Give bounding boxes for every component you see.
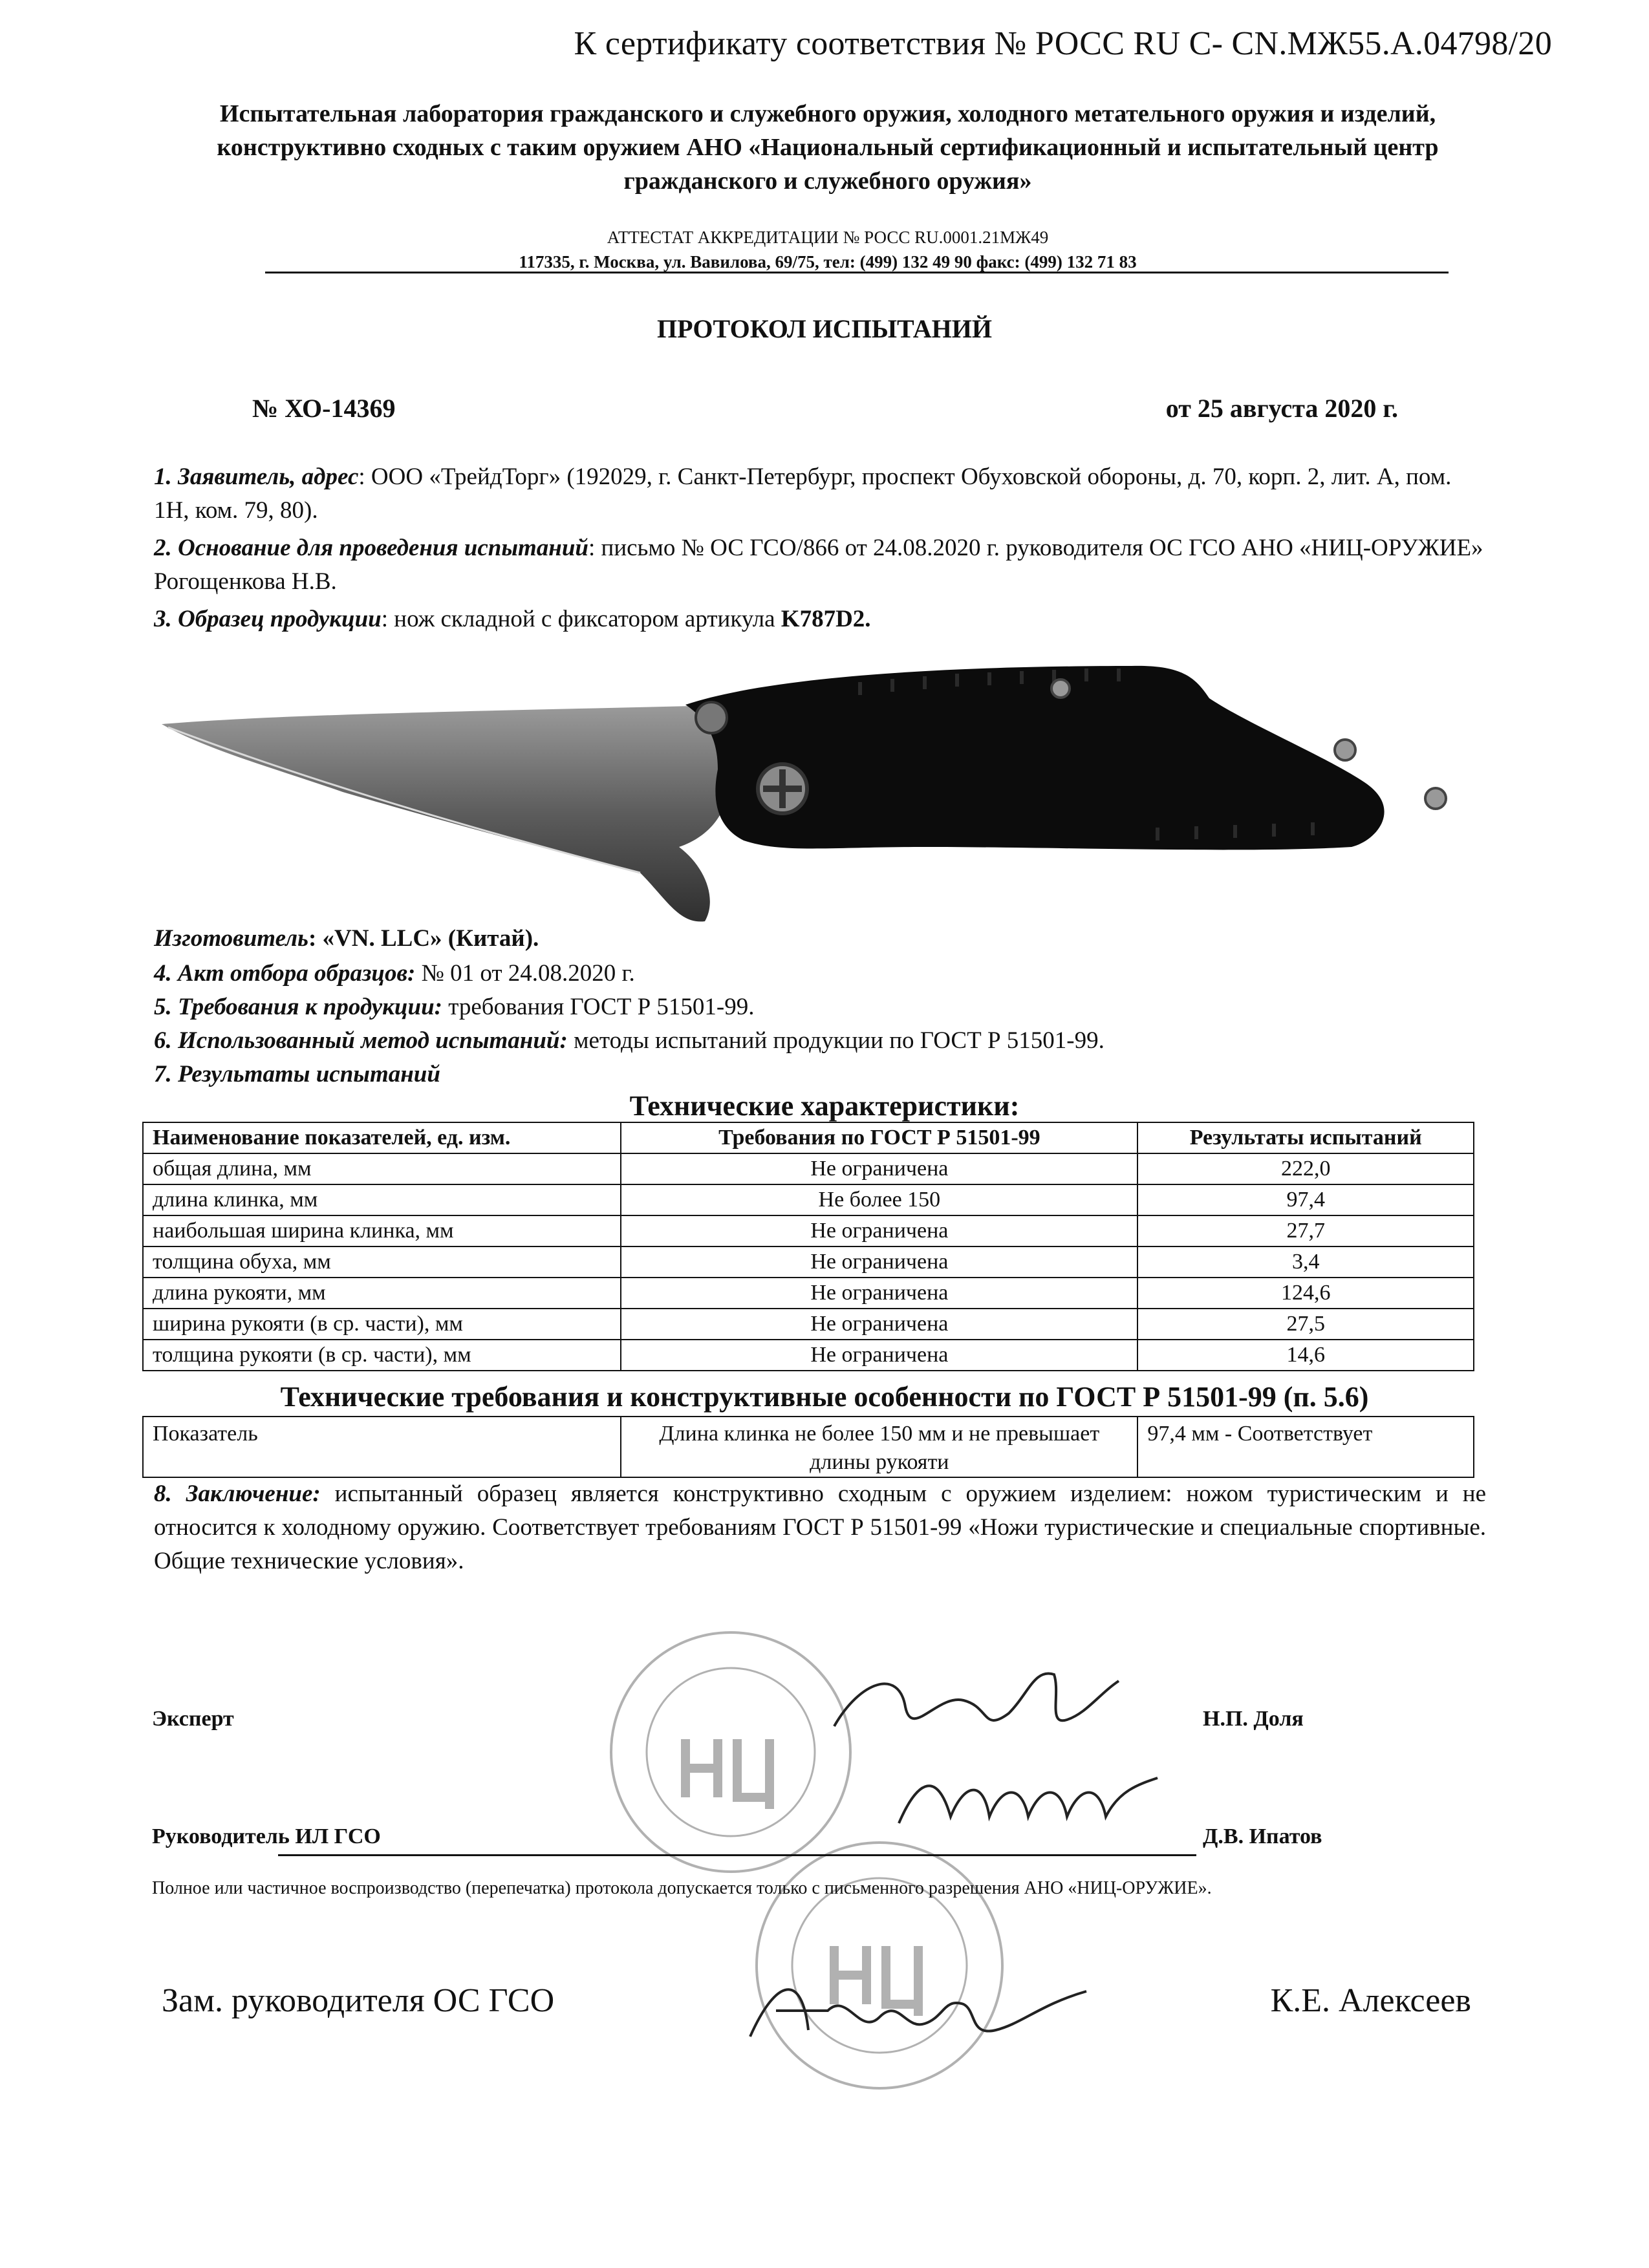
table-header-row [143,1122,1474,1153]
table-cell: 124,6 [1137,1278,1474,1309]
table-row [143,1278,1474,1309]
item-sample [154,603,1486,636]
table-cell: 14,6 [1137,1340,1474,1371]
table-cell: 27,7 [1137,1215,1474,1246]
table-cell: длина клинка, мм [143,1184,621,1215]
protocol-title: ПРОТОКОЛ ИСПЫТАНИЙ [657,314,992,343]
table-cell: Не ограничена [621,1215,1137,1246]
handle-screw-3 [1425,788,1446,809]
manufacturer-label: Изготовитель [154,925,308,952]
requirements-value: требования ГОСТ Р 51501-99. [442,994,755,1020]
expert-name: Н.П. Доля [1203,1707,1304,1731]
table-cell: Не ограничена [621,1340,1137,1371]
deputy-name: К.Е. Алексеев [1270,1982,1471,2019]
deputy-signature [737,1952,1099,2069]
item-applicant [154,460,1486,528]
head-name: Д.В. Ипатов [1203,1824,1322,1848]
manufacturer-value: : «VN. LLC» (Китай). [308,925,539,952]
item-basis [154,531,1486,599]
tech-specs-title: Технические характеристики: [629,1090,1020,1122]
expert-signature [821,1655,1132,1752]
laboratory-name: Испытательная лаборатория гражданского и служебного оружия, холодного метательного оружия и изделий, конструктивно сходных с таким оружием АНО «Национальный сертификационный и испытательный центр гражданского и служебного оружия» [217,100,1439,195]
accreditation-block [162,225,1494,274]
sample-value: : нож складной с фиксатором артикула [381,606,781,632]
item-requirements [154,990,754,1024]
table-cell: наибольшая ширина клинка, мм [143,1215,621,1246]
requirements-label: 5. Требования к продукции: [154,994,442,1020]
sampling-act-label: 4. Акт отбора образцов: [154,960,416,987]
table-cell: Не ограничена [621,1153,1137,1184]
table-cell: ширина рукояти (в ср. части), мм [143,1309,621,1340]
table-cell: общая длина, мм [143,1153,621,1184]
protocol-date: от 25 августа 2020 г. [1165,394,1398,423]
item-conclusion [154,1477,1486,1578]
method-label: 6. Использованный метод испытаний: [154,1027,568,1054]
table-cell: 222,0 [1137,1153,1474,1184]
table-cell: Не ограничена [621,1278,1137,1309]
item-method [154,1024,1105,1058]
basis-value: : письмо № ОС ГСО/866 от 24.08.2020 г. руководителя ОС ГСО АНО «НИЦ-ОРУЖИЕ» Рогощенкова Н.В. [154,535,1483,595]
table-row [143,1153,1474,1184]
sample-label: 3. Образец продукции [154,606,382,632]
knife-blade [162,706,728,921]
knife-photo [149,653,1487,931]
handle-screw-2 [1335,740,1355,760]
handle-screw-1 [1051,679,1070,698]
column-header: Требования по ГОСТ Р 51501-99 [621,1122,1137,1153]
requirements-title: Технические требования и конструктивные особенности по ГОСТ Р 51501-99 (п. 5.6) [280,1381,1369,1413]
header-divider [265,272,1449,273]
tech-specs-table [142,1122,1474,1371]
item-results [154,1058,440,1091]
knife-handle [685,666,1385,850]
certificate-reference: К сертификату соответствия № РОСС RU C- CN.МЖ55.A.04798/20 [574,25,1552,62]
column-header: Наименование показателей, ед. изм. [143,1122,621,1153]
table-cell: 27,5 [1137,1309,1474,1340]
results-label: 7. Результаты испытаний [154,1061,440,1087]
table-row [143,1215,1474,1246]
table-cell: 97,4 [1137,1184,1474,1215]
table-row [143,1340,1474,1371]
applicant-label: 1. Заявитель, адрес [154,464,359,490]
conclusion-label: 8. Заключение: [154,1481,321,1507]
table-row [143,1246,1474,1278]
head-label: Руководитель ИЛ ГСО [152,1824,381,1848]
table-cell: Не более 150 [621,1184,1137,1215]
deputy-label: Зам. руководителя ОС ГСО [162,1982,555,2019]
table-cell: Показатель [143,1417,621,1477]
expert-label: Эксперт [152,1707,234,1731]
table-cell: Не ограничена [621,1246,1137,1278]
applicant-value: : ООО «ТрейдТорг» (192029, г. Санкт-Петербург, проспект Обуховской обороны, д. 70, корп. 2, лит. А, пом. 1Н, ком. 79, 80). [154,464,1452,524]
sample-article: K787D2. [781,606,871,632]
requirements-table [142,1416,1474,1478]
table-row [143,1309,1474,1340]
head-signature [892,1759,1164,1849]
protocol-number: № ХО-14369 [252,394,396,423]
method-value: методы испытаний продукции по ГОСТ Р 51501-99. [567,1027,1105,1054]
table-cell: толщина обуха, мм [143,1246,621,1278]
table-cell: 3,4 [1137,1246,1474,1278]
table-cell: Длина клинка не более 150 мм и не превышает длины рукояти [621,1417,1137,1477]
table-cell: 97,4 мм - Соответствует [1137,1417,1474,1477]
accreditation-number: АТТЕСТАТ АККРЕДИТАЦИИ № РОСС RU.0001.21МЖ49 [607,228,1049,247]
reproduction-note: Полное или частичное воспроизводство (перепечатка) протокола допускается только с письменного разрешения АНО «НИЦ-ОРУЖИЕ». [152,1878,1212,1898]
signature-line [278,1854,1196,1856]
basis-label: 2. Основание для проведения испытаний [154,535,588,561]
item-manufacturer [154,922,539,956]
flipper-stud [696,702,727,733]
table-cell: толщина рукояти (в ср. части), мм [143,1340,621,1371]
table-cell: Не ограничена [621,1309,1137,1340]
sampling-act-value: № 01 от 24.08.2020 г. [415,960,635,987]
table-cell: длина рукояти, мм [143,1278,621,1309]
table-row [143,1417,1474,1477]
table-row [143,1184,1474,1215]
conclusion-value: испытанный образец является конструктивно сходным с оружием изделием: ножом туристическим и не относится к холодному оружию. Соответствует требованиям ГОСТ Р 51501-99 «Ножи туристические и специальные спортивные. Общие технические условия». [154,1481,1486,1574]
item-sampling-act [154,957,635,990]
laboratory-address: 117335, г. Москва, ул. Вавилова, 69/75, тел: (499) 132 49 90 факс: (499) 132 71 83 [519,252,1137,272]
column-header: Результаты испытаний [1137,1122,1474,1153]
